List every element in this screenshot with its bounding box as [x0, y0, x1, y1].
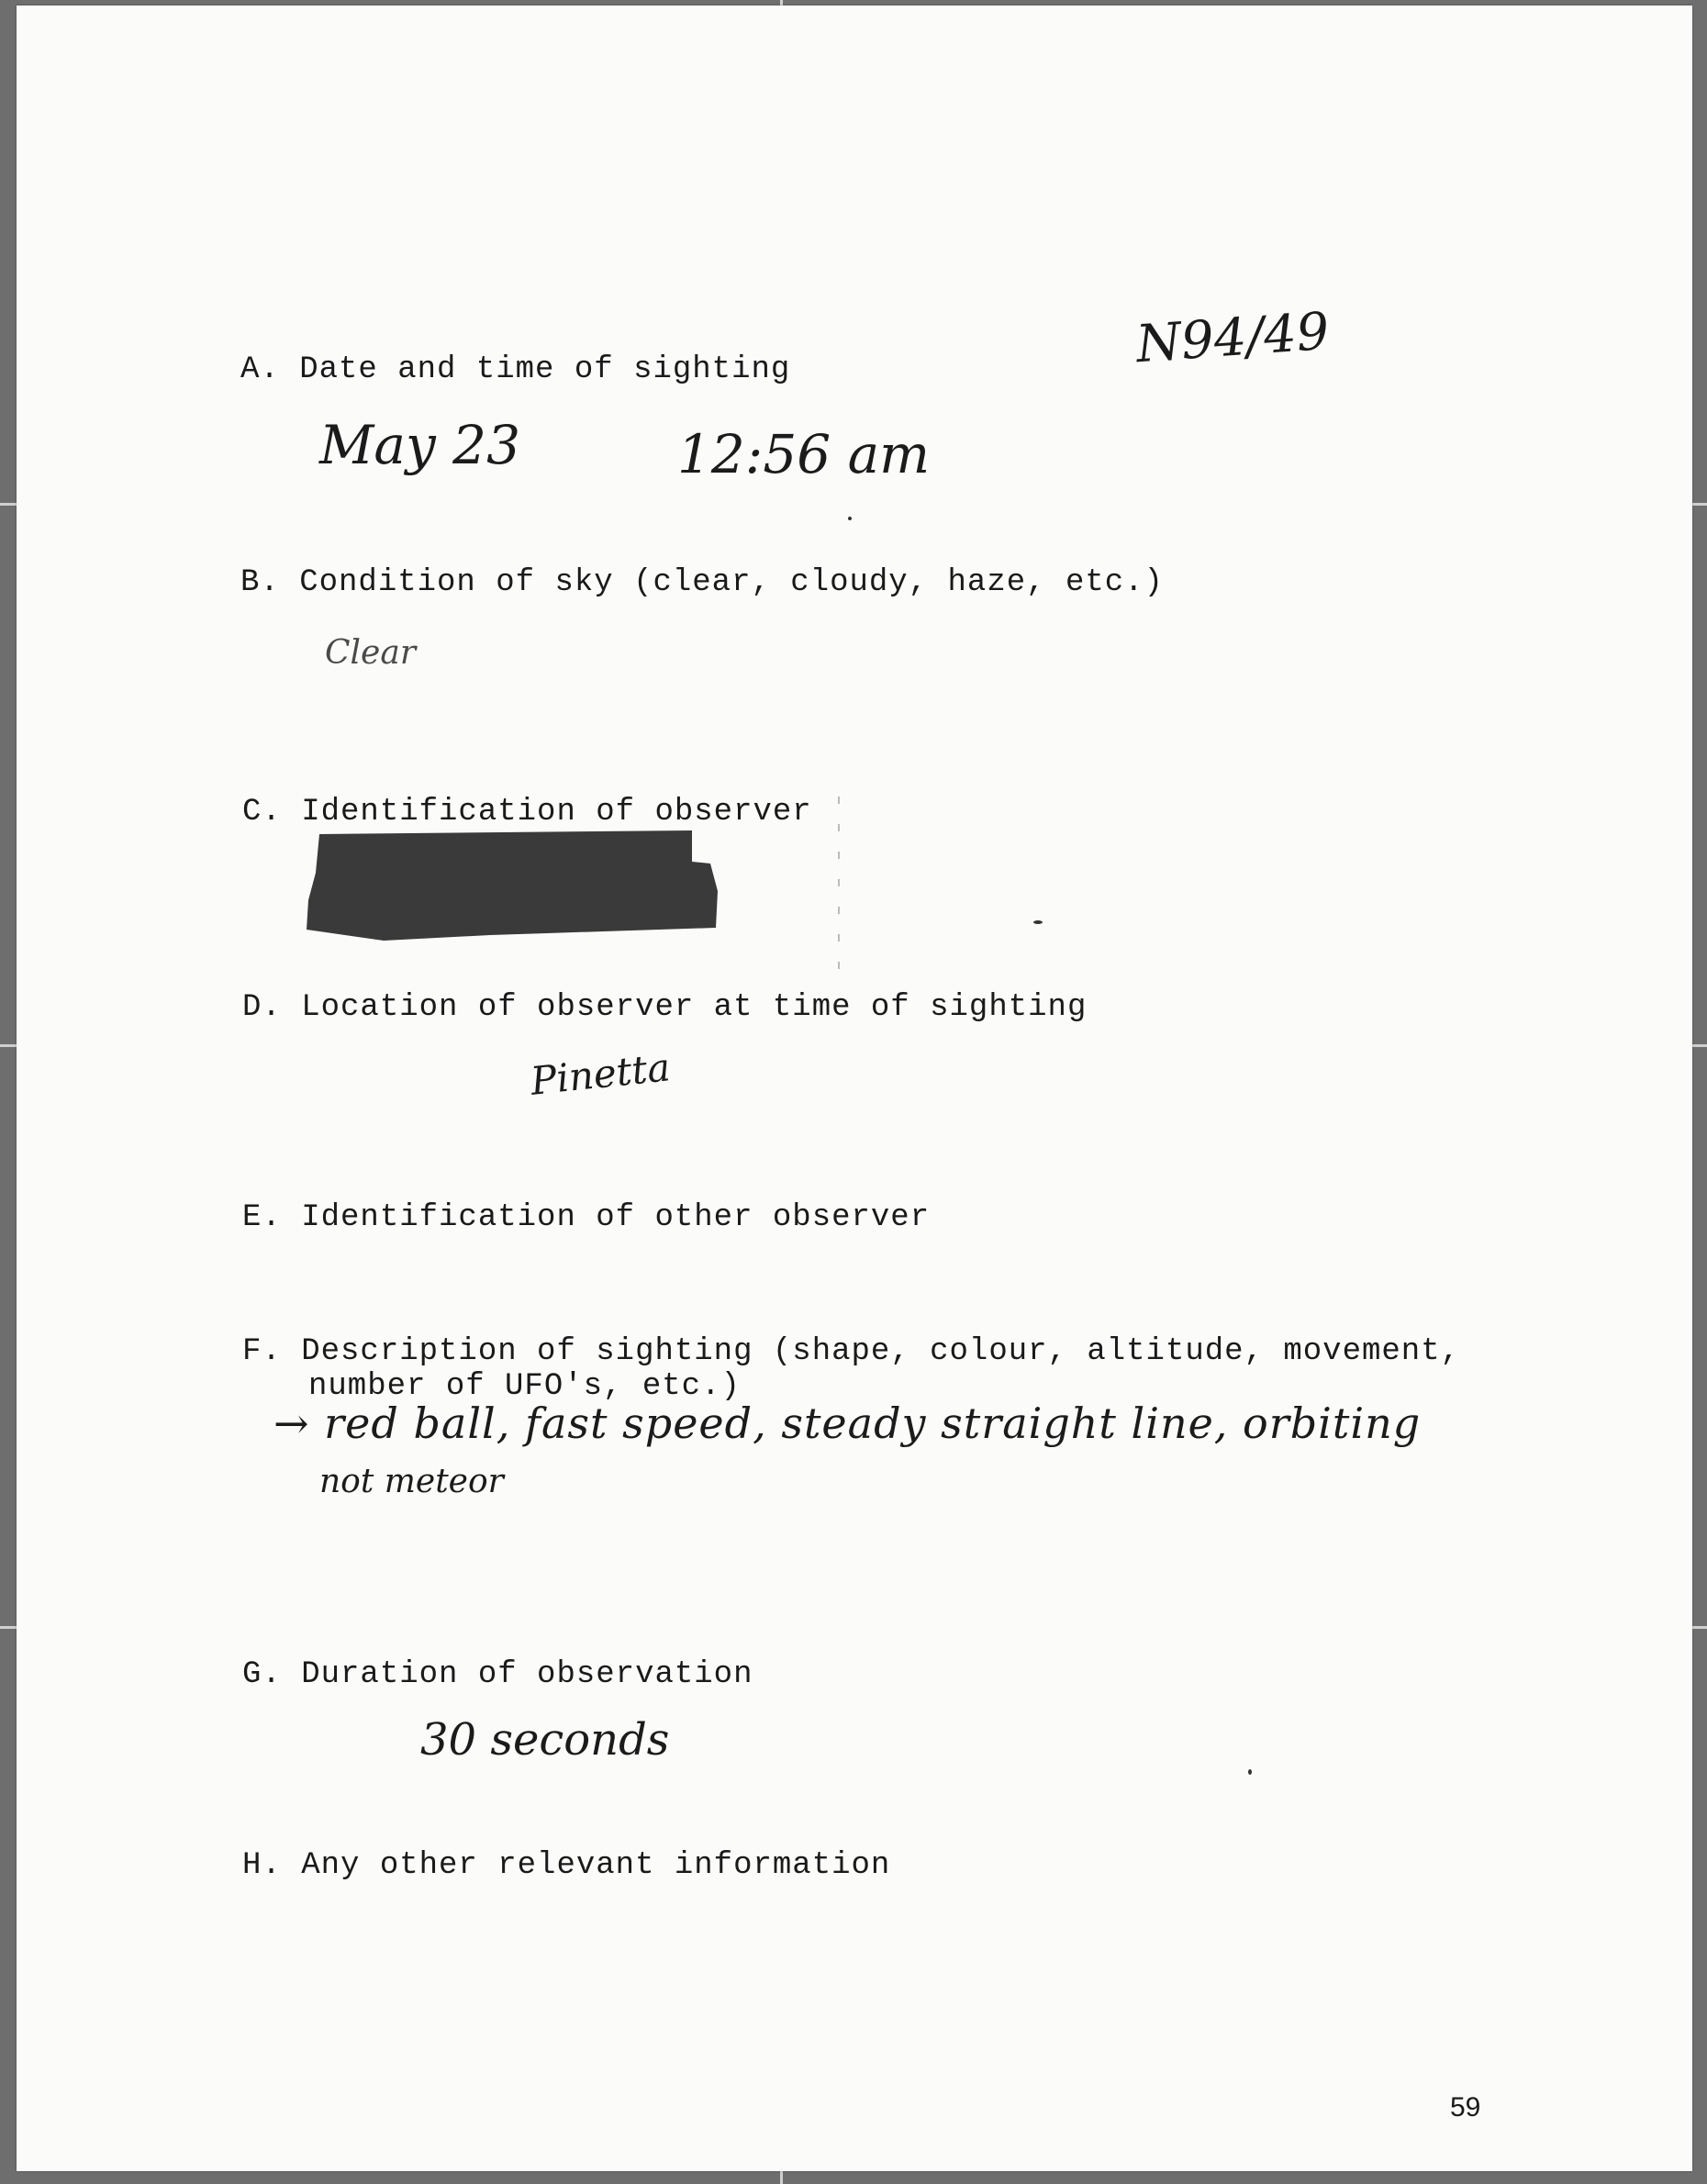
file-reference: N94/49: [1133, 301, 1332, 375]
form-sheet: [17, 6, 1692, 2171]
section-a-label: A. Date and time of sighting: [240, 352, 791, 387]
section-d-label: D. Location of observer at time of sighting: [242, 990, 1088, 1025]
section-a-answer-date: May 23: [319, 414, 520, 476]
section-f-answer-line1: → red ball, fast speed, steady straight line, orbiting: [273, 1398, 1422, 1448]
section-g-answer: 30 seconds: [420, 1714, 670, 1766]
section-b-answer: Clear: [325, 634, 417, 672]
section-e-label: E. Identification of other observer: [242, 1200, 931, 1235]
section-a-answer-time: 12:56 am: [677, 423, 931, 485]
scan-speck: [848, 517, 852, 520]
page-number: 59: [1450, 2092, 1481, 2123]
section-f-answer-line2: not meteor: [319, 1463, 504, 1500]
section-c-label: C. Identification of observer: [242, 795, 812, 830]
section-h-label: H. Any other relevant information: [242, 1848, 891, 1883]
section-f-label-line1: F. Description of sighting (shape, colour, altitude, movement,: [242, 1334, 1461, 1369]
section-f-label-line2: number of UFO's, etc.): [308, 1369, 741, 1404]
section-d-answer: Pinetta: [528, 1044, 673, 1104]
scan-speck: [1248, 1769, 1252, 1775]
section-b-label: B. Condition of sky (clear, cloudy, haze, etc.): [240, 565, 1164, 600]
scan-mark: [838, 797, 840, 975]
scan-speck: [1033, 920, 1043, 924]
redaction-block: [307, 827, 720, 942]
section-g-label: G. Duration of observation: [242, 1657, 753, 1692]
